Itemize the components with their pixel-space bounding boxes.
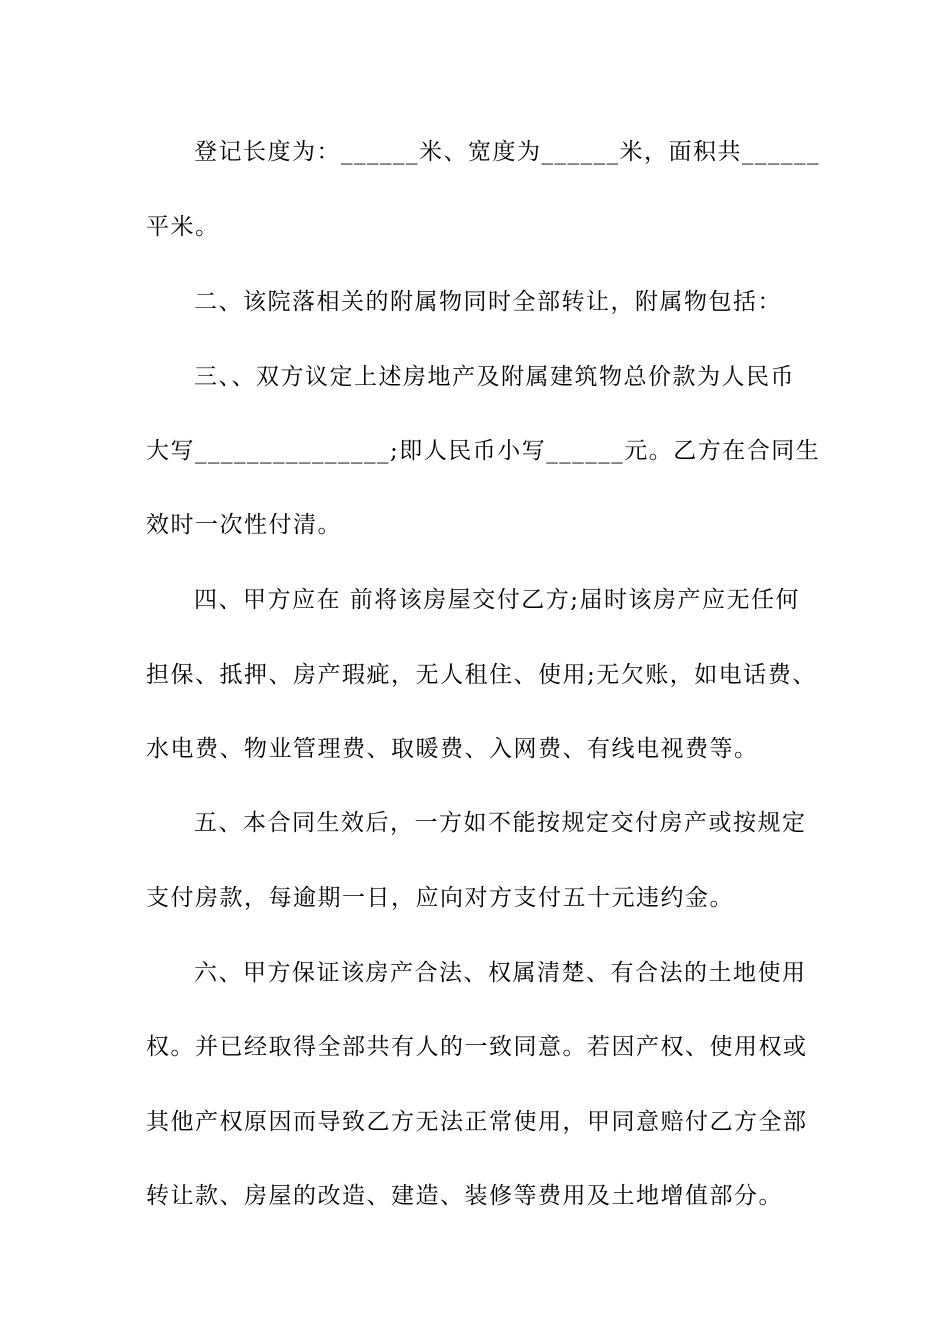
clause-2-attachments: 二、该院落相关的附属物同时全部转让，附属物包括： (194, 289, 782, 315)
text-line-compensation: 其他产权原因而导致乙方无法正常使用，甲同意赔付乙方全部 (146, 1109, 808, 1135)
text-line-utility-fees: 水电费、物业管理费、取暖费、入网费、有线电视费等。 (146, 736, 759, 762)
text-line-one-time-payment: 效时一次性付清。 (146, 512, 342, 538)
clause-4-delivery: 四、甲方应在 前将该房屋交付乙方;届时该房产应无任何 (194, 587, 801, 613)
text-line-registration-size: 登记长度为：______米、宽度为______米，面积共______ (194, 139, 820, 165)
text-line-co-owner-consent: 权。并已经取得全部共有人的一致同意。若因产权、使用权或 (146, 1034, 808, 1060)
text-line-no-encumbrance: 担保、抵押、房产瑕疵，无人租住、使用;无欠账，如电话费、 (146, 662, 817, 688)
text-line-square-meters: 平米。 (146, 214, 220, 240)
text-line-penalty: 支付房款，每逾期一日，应向对方支付五十元违约金。 (146, 885, 734, 911)
clause-3-price: 三、、双方议定上述房地产及附属建筑物总价款为人民币 (194, 364, 795, 390)
clause-6-warranty: 六、甲方保证该房产合法、权属清楚、有合法的土地使用 (194, 960, 807, 986)
text-line-compensation-scope: 转让款、房屋的改造、建造、装修等费用及土地增值部分。 (146, 1183, 783, 1209)
clause-5-breach: 五、本合同生效后，一方如不能按规定交付房产或按规定 (194, 810, 807, 836)
text-line-price-amount: 大写_______________;即人民币小写______元。乙方在合同生 (146, 438, 821, 464)
